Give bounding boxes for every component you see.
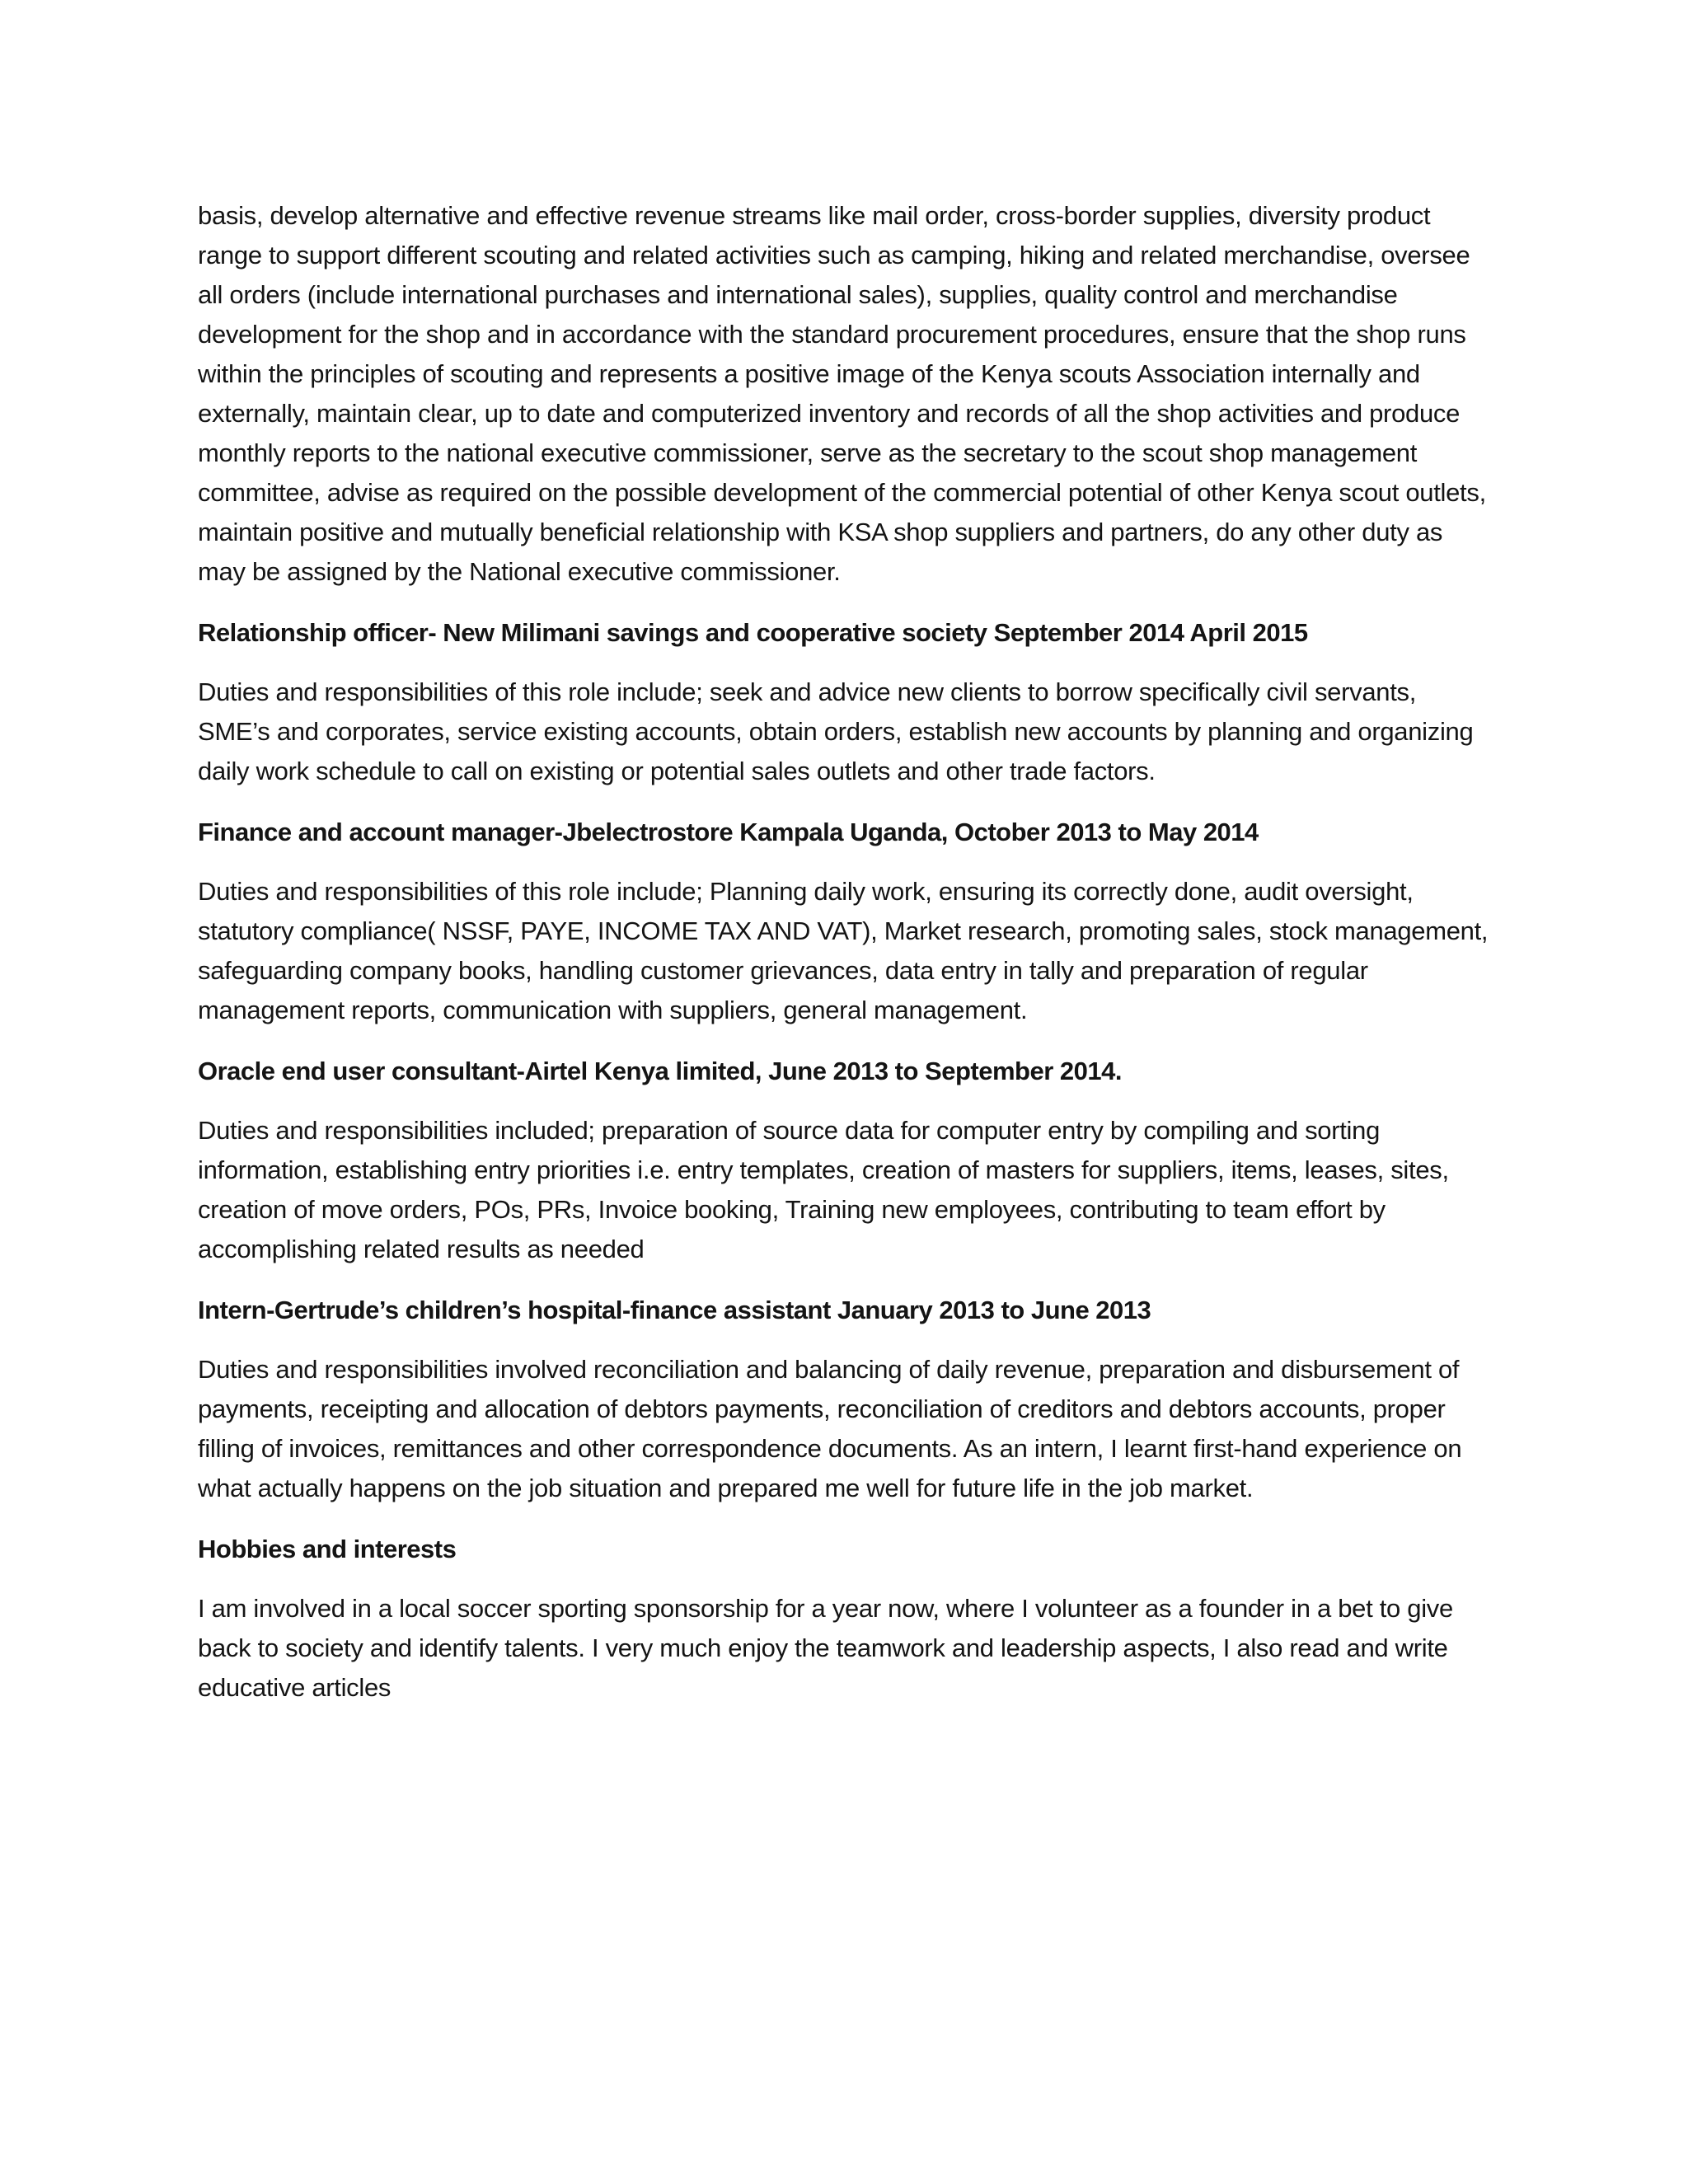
intro-paragraph: basis, develop alternative and effective revenue streams like mail order, cross-border supplies, diversity product range to support different scouting and related activities such as camping, hiking and related merchandise, oversee all orders (include international purchases and international sales), supplies, quality control and merchandise development for the shop and in accordance with the standard procurement procedures, ensure that the shop runs within the principles of scouting and represents a positive image of the Kenya scouts Association internally and externally, maintain clear, up to date and computerized inventory and records of all the shop activities and produce monthly reports to the national executive commissioner, serve as the secretary to the scout shop management committee, advise as required on the possible development of the commercial potential of other Kenya scout outlets, maintain positive and mutually beneficial relationship with KSA shop suppliers and partners, do any other duty as may be assigned by the National executive commissioner. [198, 201, 1486, 586]
section-body-relationship-officer: Duties and responsibilities of this role include; seek and advice new clients to borrow specifically civil servants, SME’s and corporates, service existing accounts, obtain orders, establish new accounts by planning and organizing daily work schedule to call on existing or potential sales outlets and other trade factors. [198, 677, 1474, 785]
section-body-finance-account-manager: Duties and responsibilities of this role include; Planning daily work, ensuring its correctly done, audit oversight, statutory compliance( NSSF, PAYE, INCOME TAX AND VAT), Market research, promoting sales, stock management, safeguarding company books, handling customer grievances, data entry in tally and preparation of regular management reports, communication with suppliers, general management. [198, 877, 1489, 1024]
section-heading-intern: Intern-Gertrude’s children’s hospital-finance assistant January 2013 to June 2013 [198, 1296, 1151, 1324]
section-heading-relationship-officer: Relationship officer- New Milimani savings and cooperative society September 2014 April 2015 [198, 618, 1308, 647]
section-heading-hobbies: Hobbies and interests [198, 1535, 457, 1563]
section-heading-oracle-consultant: Oracle end user consultant-Airtel Kenya limited, June 2013 to September 2014. [198, 1057, 1122, 1085]
section-body-hobbies: I am involved in a local soccer sporting sponsorship for a year now, where I volunteer as a founder in a bet to give back to society and identify talents. I very much enjoy the teamwork and leadership aspects, I also read and write educative articles [198, 1594, 1453, 1702]
section-body-oracle-consultant: Duties and responsibilities included; preparation of source data for computer entry by compiling and sorting information, establishing entry priorities i.e. entry templates, creation of masters for suppliers, items, leases, sites, creation of move orders, POs, PRs, Invoice booking, Training new employees, contributing to team effort by accomplishing related results as needed [198, 1116, 1449, 1263]
section-heading-finance-account-manager: Finance and account manager-Jbelectrostore Kampala Uganda, October 2013 to May 2014 [198, 818, 1259, 846]
document-page [198, 196, 1492, 1708]
section-body-intern: Duties and responsibilities involved reconciliation and balancing of daily revenue, preparation and disbursement of payments, receipting and allocation of debtors payments, reconciliation of creditors and debtors accounts, proper filling of invoices, remittances and other correspondence documents. As an intern, I learnt first-hand experience on what actually happens on the job situation and prepared me well for future life in the job market. [198, 1355, 1462, 1502]
